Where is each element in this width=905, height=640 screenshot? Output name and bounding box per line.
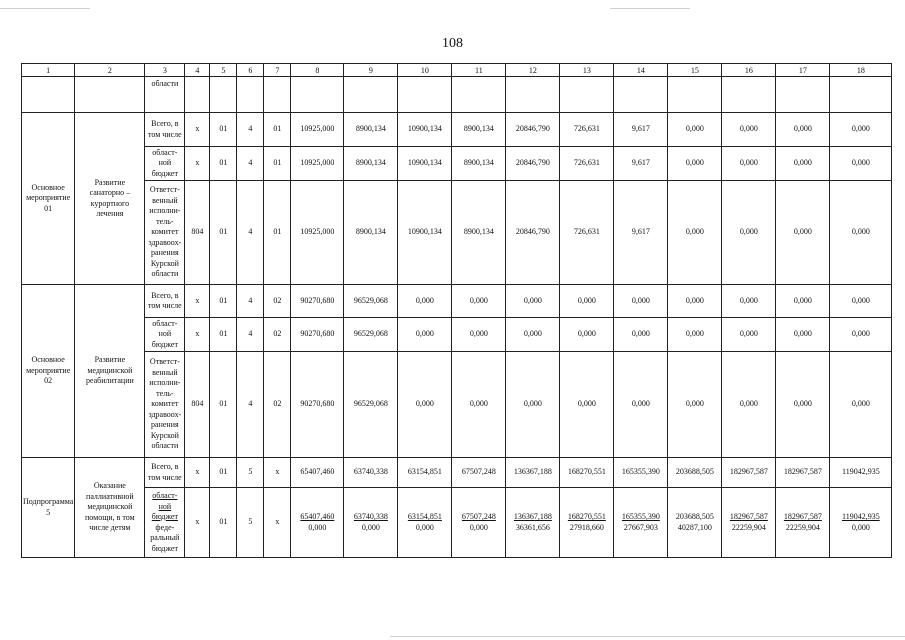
value-cell: 0,000	[722, 318, 776, 352]
code-cell: 4	[237, 285, 264, 318]
code-cell: 804	[185, 181, 210, 285]
value-cell: 0,000	[668, 147, 722, 181]
value-federal: 27918,660	[569, 522, 604, 532]
value-cell: 0,000	[668, 113, 722, 147]
value-cell: 96529,068	[344, 285, 398, 318]
value-cell: 67507,248	[452, 458, 506, 488]
code-cell: х	[185, 147, 210, 181]
value-cell: 96529,068	[344, 352, 398, 458]
value-cell: 9,617	[614, 181, 668, 285]
header-cell: 11	[452, 64, 506, 77]
value-cell: 168270,551	[560, 458, 614, 488]
value-cell: 8900,134	[452, 147, 506, 181]
value-cell: 0,000	[560, 318, 614, 352]
value-regional: 67507,248	[461, 512, 496, 521]
code-cell: 5	[237, 488, 264, 558]
activity-cell: Основное мероприятие 01	[22, 113, 75, 285]
code-cell: 02	[264, 352, 291, 458]
code-cell: 01	[210, 352, 237, 458]
value-cell: 0,000	[614, 285, 668, 318]
value-regional: 182967,587	[783, 512, 822, 521]
activity-cell: Основное мероприятие 02	[22, 285, 75, 458]
code-cell: 02	[264, 285, 291, 318]
table-row	[22, 318, 892, 352]
code-cell: 5	[237, 458, 264, 488]
value-regional: 63154,851	[407, 512, 442, 521]
code-cell: 01	[264, 181, 291, 285]
value-cell: 20846,790	[506, 113, 560, 147]
value-cell: 0,000	[722, 285, 776, 318]
value-cell: 10900,134	[398, 113, 452, 147]
value-cell: 165355,390	[614, 458, 668, 488]
value-cell: 90270,680	[291, 318, 344, 352]
source-cell: Всего, в том числе	[145, 113, 185, 147]
value-cell: 90270,680	[291, 352, 344, 458]
page-number: 108	[442, 36, 463, 51]
value-cell: 63154,851	[398, 458, 452, 488]
value-cell: 0,000	[614, 352, 668, 458]
header-cell: 12	[506, 64, 560, 77]
budget-table	[21, 63, 892, 558]
value-cell: 8900,134	[452, 113, 506, 147]
value-cell	[722, 488, 776, 558]
source-cell: Всего, в том числе	[145, 458, 185, 488]
value-regional: 203688,505	[675, 512, 714, 521]
value-cell: 10925,000	[291, 181, 344, 285]
value-regional: 136367,188	[513, 512, 552, 521]
value-cell: 96529,068	[344, 318, 398, 352]
value-cell: 0,000	[830, 318, 892, 352]
header-cell: 17	[776, 64, 830, 77]
value-cell	[668, 488, 722, 558]
value-cell: 182967,587	[722, 458, 776, 488]
source-cell	[145, 488, 185, 558]
value-cell: 0,000	[830, 352, 892, 458]
code-cell: 4	[237, 318, 264, 352]
value-cell: 0,000	[668, 352, 722, 458]
value-cell: 0,000	[506, 285, 560, 318]
table-row	[22, 181, 892, 285]
code-cell: х	[185, 113, 210, 147]
value-cell: 0,000	[668, 181, 722, 285]
table-row	[22, 77, 892, 113]
value-cell: 0,000	[560, 352, 614, 458]
value-cell: 726,631	[560, 181, 614, 285]
header-cell: 8	[291, 64, 344, 77]
code-cell: 4	[237, 352, 264, 458]
code-cell: 4	[237, 181, 264, 285]
value-cell: 0,000	[452, 352, 506, 458]
value-regional: 63740,338	[353, 512, 388, 521]
value-cell: 20846,790	[506, 147, 560, 181]
value-cell: 0,000	[776, 113, 830, 147]
code-cell: 01	[210, 113, 237, 147]
code-cell: х	[264, 458, 291, 488]
value-cell: 0,000	[722, 352, 776, 458]
value-cell: 0,000	[722, 147, 776, 181]
value-federal: 36361,656	[515, 522, 550, 532]
value-cell: 0,000	[506, 318, 560, 352]
code-cell: 01	[210, 318, 237, 352]
value-cell: 0,000	[776, 352, 830, 458]
value-cell: 726,631	[560, 147, 614, 181]
code-cell: 01	[210, 488, 237, 558]
value-cell: 136367,188	[506, 458, 560, 488]
value-federal: 0,000	[851, 522, 870, 532]
code-cell: х	[264, 488, 291, 558]
value-federal: 22259,904	[785, 522, 820, 532]
value-cell	[344, 488, 398, 558]
code-cell: 01	[264, 113, 291, 147]
header-cell: 15	[668, 64, 722, 77]
value-federal: 27667,903	[623, 522, 658, 532]
header-cell: 14	[614, 64, 668, 77]
value-cell	[291, 488, 344, 558]
code-cell: 01	[210, 285, 237, 318]
code-cell: 804	[185, 352, 210, 458]
header-cell: 6	[237, 64, 264, 77]
value-cell: 0,000	[668, 318, 722, 352]
value-cell: 119042,935	[830, 458, 892, 488]
value-cell	[398, 488, 452, 558]
scan-artifact	[390, 636, 905, 637]
value-federal: 0,000	[308, 522, 327, 532]
header-cell: 5	[210, 64, 237, 77]
value-cell	[560, 488, 614, 558]
header-cell: 7	[264, 64, 291, 77]
code-cell: х	[185, 318, 210, 352]
scan-artifact	[610, 8, 690, 9]
value-cell: 20846,790	[506, 181, 560, 285]
code-cell: 4	[237, 113, 264, 147]
activity-name-cell: Развитие санаторно – курортного лечения	[75, 113, 145, 285]
value-cell: 0,000	[452, 318, 506, 352]
value-cell	[776, 488, 830, 558]
value-cell: 10925,000	[291, 147, 344, 181]
value-cell: 0,000	[560, 285, 614, 318]
header-cell: 4	[185, 64, 210, 77]
value-cell: 0,000	[830, 285, 892, 318]
value-cell: 9,617	[614, 147, 668, 181]
header-cell: 10	[398, 64, 452, 77]
value-cell: 9,617	[614, 113, 668, 147]
value-cell: 63740,338	[344, 458, 398, 488]
value-cell: 0,000	[830, 113, 892, 147]
value-cell	[830, 488, 892, 558]
value-federal: 0,000	[469, 522, 488, 532]
table-row	[22, 458, 892, 488]
code-cell: 01	[264, 147, 291, 181]
value-cell: 0,000	[506, 352, 560, 458]
value-cell: 0,000	[398, 285, 452, 318]
value-cell: 10900,134	[398, 147, 452, 181]
value-federal: 40287,100	[677, 522, 712, 532]
source-cell: Ответст-венный исполни-тель-комитет здравоох-ранения Курской области	[145, 352, 185, 458]
code-cell: х	[185, 488, 210, 558]
subprogram-cell: Подпрограмма 5	[22, 458, 75, 558]
code-cell: 01	[210, 147, 237, 181]
code-cell: х	[185, 458, 210, 488]
value-cell: 65407,460	[291, 458, 344, 488]
value-cell: 0,000	[398, 352, 452, 458]
value-cell: 182967,587	[776, 458, 830, 488]
value-cell: 0,000	[830, 181, 892, 285]
value-cell: 0,000	[776, 147, 830, 181]
value-cell: 8900,134	[344, 147, 398, 181]
value-regional: 65407,460	[300, 512, 335, 521]
code-cell: х	[185, 285, 210, 318]
code-cell: 01	[210, 458, 237, 488]
value-regional: 165355,390	[621, 512, 660, 521]
source-cell: област-ной бюджет	[145, 147, 185, 181]
table-row	[22, 352, 892, 458]
value-cell: 8900,134	[344, 181, 398, 285]
value-cell: 0,000	[722, 181, 776, 285]
value-cell: 0,000	[722, 113, 776, 147]
value-cell: 0,000	[776, 318, 830, 352]
value-federal: 22259,904	[731, 522, 766, 532]
value-cell: 0,000	[614, 318, 668, 352]
value-federal: 0,000	[415, 522, 434, 532]
subprogram-name-cell: Оказание паллиативной медицинской помощи, в том числе детям	[75, 458, 145, 558]
code-cell: 4	[237, 147, 264, 181]
source-cell: област-ной бюджет	[145, 318, 185, 352]
value-cell: 0,000	[776, 285, 830, 318]
header-cell: 13	[560, 64, 614, 77]
source-cell: Всего, в том числе	[145, 285, 185, 318]
value-cell	[614, 488, 668, 558]
table-row	[22, 147, 892, 181]
table-row	[22, 488, 892, 558]
scan-artifact	[0, 8, 90, 9]
value-cell: 0,000	[398, 318, 452, 352]
value-cell	[452, 488, 506, 558]
header-cell: 9	[344, 64, 398, 77]
header-row	[22, 64, 892, 77]
code-cell: 02	[264, 318, 291, 352]
header-cell: 2	[75, 64, 145, 77]
code-cell: 01	[210, 181, 237, 285]
value-cell: 8900,134	[344, 113, 398, 147]
source-cell: области	[145, 77, 185, 113]
value-cell: 726,631	[560, 113, 614, 147]
header-cell: 1	[22, 64, 75, 77]
value-cell: 10900,134	[398, 181, 452, 285]
header-cell: 16	[722, 64, 776, 77]
value-cell: 0,000	[830, 147, 892, 181]
value-regional: 182967,587	[729, 512, 768, 521]
activity-name-cell: Развитие медицинской реабилитации	[75, 285, 145, 458]
value-regional: 168270,551	[567, 512, 606, 521]
value-federal: 0,000	[361, 522, 380, 532]
source-regional: област-ной бюджет	[151, 491, 178, 521]
value-regional: 119042,935	[842, 512, 880, 521]
table-row	[22, 113, 892, 147]
value-cell: 0,000	[776, 181, 830, 285]
value-cell: 90270,680	[291, 285, 344, 318]
value-cell: 0,000	[668, 285, 722, 318]
header-cell: 3	[145, 64, 185, 77]
source-federal: феде-ральный бюджет	[150, 522, 180, 553]
value-cell: 203688,505	[668, 458, 722, 488]
value-cell: 8900,134	[452, 181, 506, 285]
value-cell	[506, 488, 560, 558]
table-row	[22, 285, 892, 318]
source-cell: Ответст-венный исполни-тель-комитет здравоох-ранения Курской области	[145, 181, 185, 285]
value-cell: 0,000	[452, 285, 506, 318]
header-cell: 18	[830, 64, 892, 77]
value-cell: 10925,000	[291, 113, 344, 147]
